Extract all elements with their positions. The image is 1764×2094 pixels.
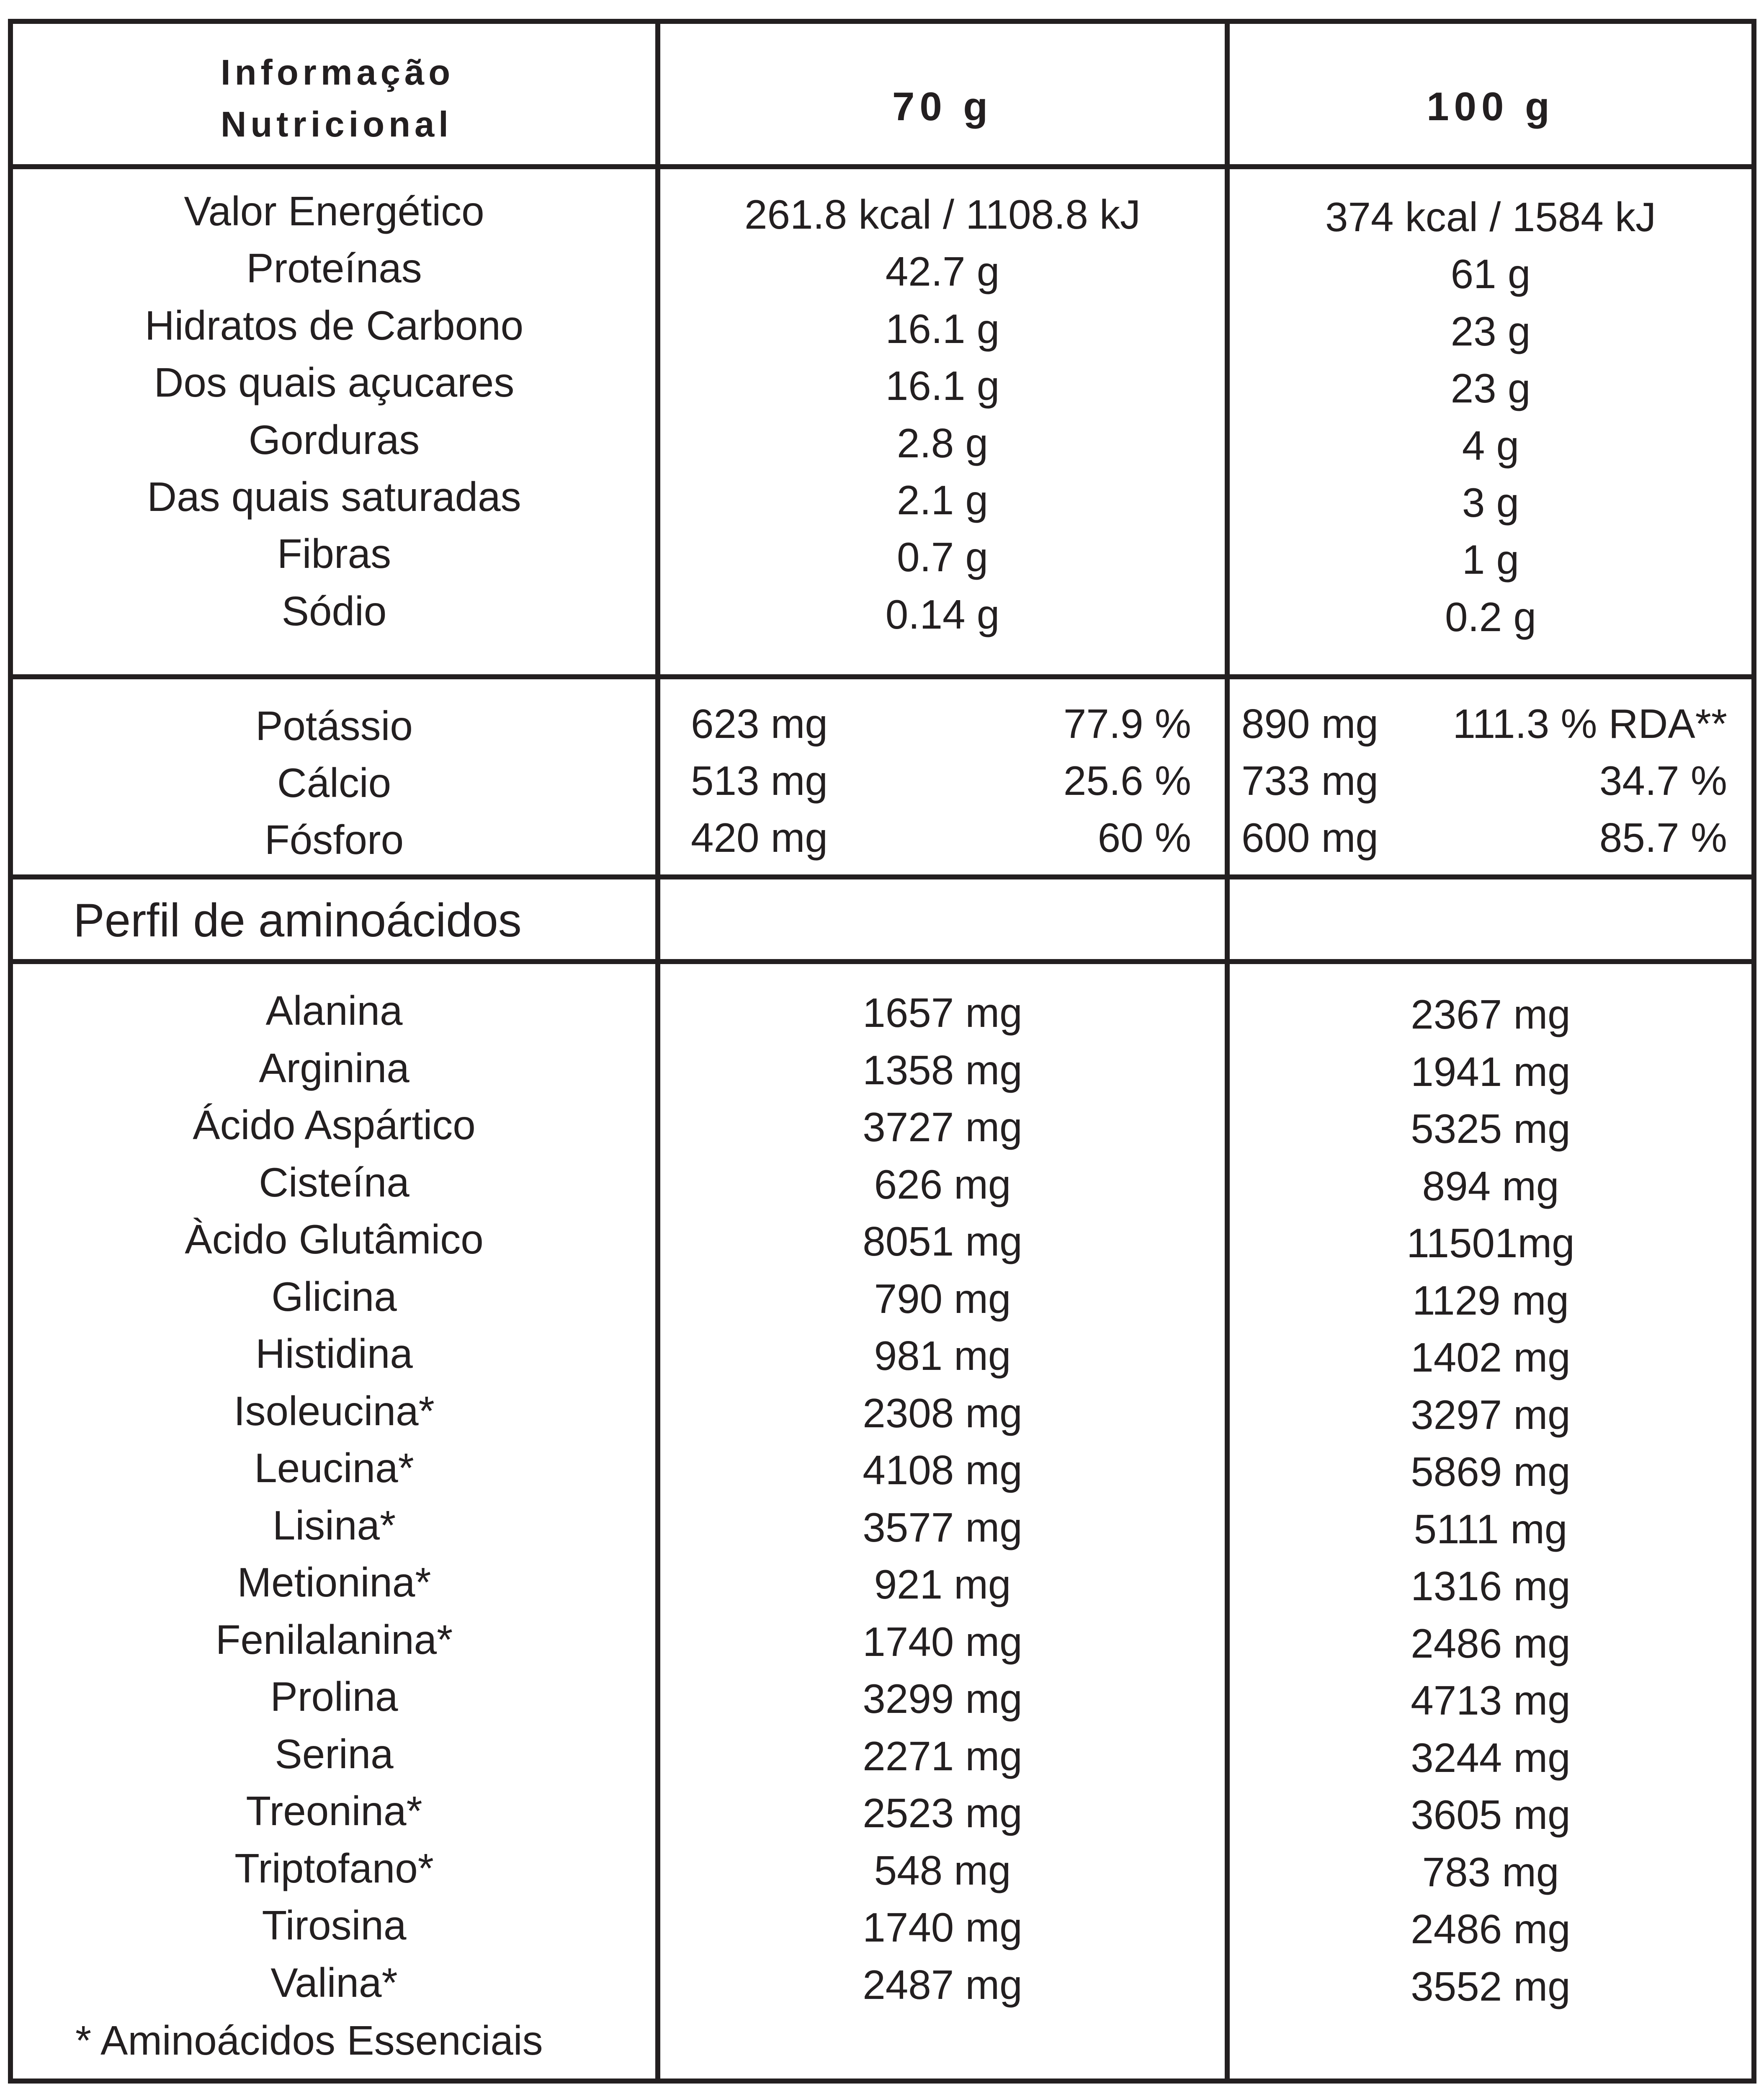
- amino-label: Histidina: [255, 1331, 413, 1377]
- mineral-label: Potássio: [255, 703, 413, 749]
- amino-value: 2271 mg: [863, 1733, 1022, 1779]
- amino-label: Àcido Glutâmico: [185, 1216, 484, 1262]
- amino-value: 2367 mg: [1411, 991, 1571, 1037]
- mineral-row: [1241, 695, 1727, 752]
- amino-value: 1740 mg: [863, 1618, 1022, 1665]
- nutrient-value: 0.7 g: [897, 534, 988, 580]
- amino-label: Treonina*: [246, 1788, 422, 1834]
- nutrient-value: 23 g: [1450, 365, 1531, 412]
- amino-value: 790 mg: [874, 1275, 1011, 1322]
- amino-label: Alanina: [265, 988, 403, 1034]
- amino-value: 5869 mg: [1411, 1449, 1571, 1495]
- amino-value: 783 mg: [1422, 1849, 1559, 1895]
- amino-label: Glicina: [271, 1273, 397, 1320]
- nutrient-value: 261.8 kcal / 1108.8 kJ: [744, 191, 1141, 237]
- mineral-pct: 60 %: [1097, 815, 1191, 861]
- mineral-pct: 34.7 %: [1599, 758, 1727, 804]
- amino-label: Triptofano*: [234, 1845, 434, 1891]
- amino-value: 1129 mg: [1412, 1277, 1569, 1323]
- amino-label: Leucina*: [254, 1445, 414, 1491]
- amino-value: 894 mg: [1422, 1163, 1559, 1209]
- profile-divider: [8, 959, 1756, 964]
- amino-label: Metionina*: [237, 1559, 431, 1605]
- amino-value: 2487 mg: [863, 1961, 1022, 2008]
- nutrient-value: 1 g: [1462, 536, 1519, 583]
- nutrient-label: Sódio: [281, 588, 387, 634]
- mineral-mg: 890 mg: [1241, 701, 1378, 747]
- header-divider: [8, 164, 1756, 169]
- amino-labels: [13, 982, 655, 2011]
- table-title-line2: Nutricional: [221, 105, 453, 144]
- amino-value: 3297 mg: [1411, 1391, 1571, 1438]
- amino-value: 3577 mg: [863, 1504, 1022, 1550]
- amino-label: Ácido Aspártico: [193, 1102, 476, 1148]
- amino-value: 4713 mg: [1411, 1677, 1571, 1723]
- amino-value: 981 mg: [874, 1333, 1011, 1379]
- amino-value: 1740 mg: [863, 1904, 1022, 1950]
- nutrient-label: Valor Energético: [184, 188, 484, 234]
- nutrient-label: Gorduras: [248, 416, 420, 463]
- mineral-row: [691, 695, 1191, 752]
- nutrient-value: 16.1 g: [885, 305, 1000, 352]
- amino-value: 1358 mg: [863, 1047, 1022, 1093]
- mineral-row: [1241, 809, 1727, 866]
- amino-label: Lisina*: [272, 1502, 396, 1548]
- mineral-labels: [13, 697, 655, 868]
- amino-values-70g: [660, 984, 1225, 2013]
- amino-value: 1941 mg: [1411, 1048, 1571, 1095]
- amino-value: 1657 mg: [863, 990, 1022, 1036]
- table-title-line1: Informação: [221, 53, 455, 93]
- amino-value: 5325 mg: [1411, 1106, 1571, 1152]
- nutrient-value: 3 g: [1462, 480, 1519, 526]
- amino-values-100g: [1230, 986, 1751, 2015]
- table-title: [221, 47, 454, 151]
- nutrient-value: 2.1 g: [897, 477, 988, 524]
- amino-label: Tirosina: [262, 1902, 407, 1948]
- nutrient-value: 374 kcal / 1584 kJ: [1325, 194, 1656, 240]
- nutrient-label: Hidratos de Carbono: [144, 302, 524, 348]
- nutrient-label: Fibras: [277, 531, 391, 577]
- amino-value: 4108 mg: [863, 1447, 1022, 1493]
- nutrient-value: 0.2 g: [1445, 593, 1536, 640]
- amino-value: 2308 mg: [863, 1390, 1022, 1436]
- mineral-pct: 25.6 %: [1063, 758, 1191, 804]
- amino-value: 548 mg: [874, 1847, 1011, 1893]
- amino-label: Fenilalanina*: [215, 1616, 453, 1663]
- amino-label: Cisteína: [259, 1159, 409, 1205]
- mineral-mg: 623 mg: [691, 701, 828, 747]
- nutrient-label: Proteínas: [246, 245, 422, 291]
- amino-value: 626 mg: [874, 1161, 1011, 1207]
- amino-value: 11501mg: [1406, 1220, 1575, 1266]
- mineral-label: Fósforo: [264, 817, 404, 863]
- nutrients-divider: [8, 674, 1756, 679]
- column-divider-1: [655, 19, 660, 2084]
- footnote: * Aminoácidos Essenciais: [75, 2017, 543, 2063]
- mineral-mg: 420 mg: [691, 815, 828, 861]
- mineral-row: [1241, 752, 1727, 809]
- amino-label: Prolina: [270, 1674, 398, 1720]
- amino-profile-title: Perfil de aminoácidos: [73, 894, 522, 946]
- mineral-values-70g: [691, 695, 1191, 866]
- nutrient-values-100g: [1230, 188, 1751, 645]
- nutrient-label: Das quais saturadas: [147, 474, 521, 520]
- mineral-label: Cálcio: [277, 760, 391, 806]
- amino-value: 3552 mg: [1411, 1963, 1571, 2009]
- amino-label: Serina: [275, 1730, 394, 1777]
- amino-value: 1402 mg: [1411, 1334, 1571, 1380]
- mineral-values-100g: [1241, 695, 1727, 866]
- mineral-row: [691, 809, 1191, 866]
- amino-value: 3605 mg: [1411, 1792, 1571, 1838]
- nutrient-value: 16.1 g: [885, 363, 1000, 409]
- amino-value: 8051 mg: [863, 1218, 1022, 1264]
- mineral-pct: 85.7 %: [1599, 815, 1727, 861]
- amino-value: 1316 mg: [1411, 1563, 1571, 1609]
- nutrient-value: 2.8 g: [897, 420, 988, 466]
- column-header-70g: 70 g: [892, 84, 993, 129]
- mineral-pct: 111.3 % RDA**: [1452, 701, 1727, 747]
- amino-value: 2486 mg: [1411, 1620, 1571, 1666]
- mineral-row: [691, 752, 1191, 809]
- amino-value: 2486 mg: [1411, 1906, 1571, 1952]
- amino-label: Valina*: [270, 1959, 398, 2006]
- amino-value: 2523 mg: [863, 1790, 1022, 1836]
- amino-value: 3244 mg: [1411, 1734, 1571, 1781]
- nutrient-values-70g: [660, 186, 1225, 643]
- nutrient-value: 42.7 g: [885, 248, 1000, 295]
- amino-value: 3299 mg: [863, 1676, 1022, 1722]
- mineral-mg: 513 mg: [691, 758, 828, 804]
- nutrient-value: 23 g: [1450, 308, 1531, 354]
- nutrient-value: 4 g: [1462, 422, 1519, 469]
- nutrient-label: Dos quais açucares: [154, 359, 515, 406]
- mineral-mg: 600 mg: [1241, 815, 1378, 861]
- amino-value: 5111 mg: [1414, 1506, 1568, 1552]
- nutrient-labels: [13, 183, 655, 640]
- amino-value: 3727 mg: [863, 1104, 1022, 1150]
- minerals-divider: [8, 874, 1756, 879]
- amino-label: Arginina: [259, 1044, 409, 1091]
- mineral-pct: 77.9 %: [1063, 701, 1191, 747]
- column-divider-2: [1225, 19, 1230, 2084]
- column-header-100g: 100 g: [1427, 84, 1555, 129]
- amino-value: 921 mg: [874, 1561, 1011, 1607]
- amino-label: Isoleucina*: [234, 1387, 435, 1434]
- nutrient-value: 0.14 g: [885, 591, 1000, 637]
- nutrient-value: 61 g: [1450, 251, 1531, 297]
- mineral-mg: 733 mg: [1241, 758, 1378, 804]
